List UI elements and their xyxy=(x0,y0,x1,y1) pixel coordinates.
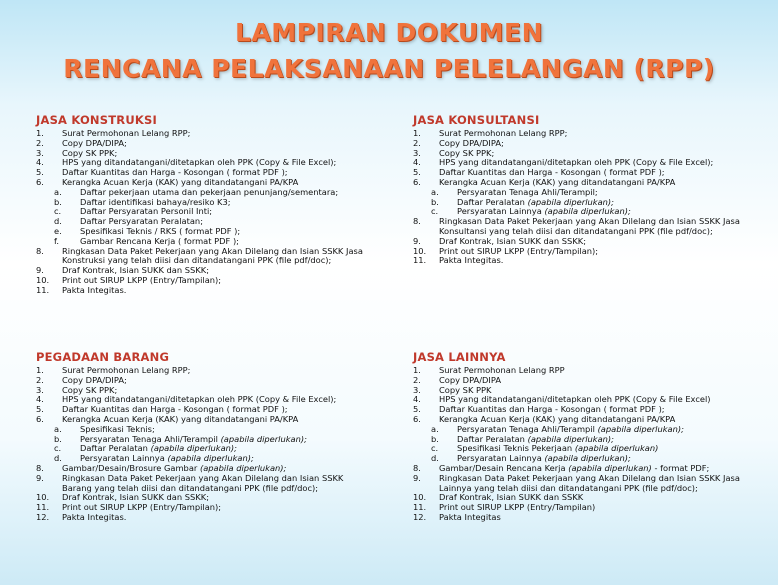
list-item: 3. Copy SK PPK xyxy=(413,384,492,395)
list-item: 10. Print out SIRUP LKPP (Entry/Tampilan); xyxy=(36,274,222,285)
list-item: 8. Gambar/Desain/Brosure Gambar (apabila diperlukan); xyxy=(36,462,287,473)
list-item: 4. HPS yang ditandatangani/ditetapkan oleh PPK (Copy & File Excel) xyxy=(413,394,711,405)
sub-item: c. Spesifikasi Teknis Pekerjaan (apabila diperlukan) xyxy=(431,443,659,454)
list-item: 10. Draf Kontrak, Isian SUKK dan SSKK; xyxy=(36,492,210,503)
section-jasa-konsultansi xyxy=(413,113,773,266)
list-item: 5. Daftar Kuantitas dan Harga - Kosongan ( format PDF ); xyxy=(413,404,665,415)
list-item: 2. Copy DPA/DIPA; xyxy=(36,374,127,385)
section-heading: JASA LAINNYA xyxy=(413,350,506,364)
sub-item: d. Daftar Persyaratan Peralatan; xyxy=(54,216,203,227)
list-item: 11. Pakta Integitas. xyxy=(36,284,127,295)
section-heading: JASA KONSULTANSI xyxy=(413,113,540,127)
list-item: 4. HPS yang ditandatangani/ditetapkan oleh PPK (Copy & File Excel); xyxy=(413,157,714,168)
list-item: 6. Kerangka Acuan Kerja (KAK) yang ditandatangani PA/KPA xyxy=(36,176,299,187)
list-item: 2. Copy DPA/DIPA xyxy=(413,374,501,385)
title-line-1: LAMPIRAN DOKUMEN xyxy=(234,18,544,47)
list-item: 1. Surat Permohonan Lelang RPP; xyxy=(413,128,568,138)
sub-item: b. Daftar identifikasi bahaya/resiko K3; xyxy=(54,196,231,207)
sub-item: e. Spesifikasi Teknis / RKS ( format PDF ); xyxy=(54,225,241,236)
list-item: 2. Copy DPA/DIPA; xyxy=(413,137,504,148)
sub-item: c. Daftar Peralatan (apabila diperlukan); xyxy=(54,443,237,454)
sub-item: c. Daftar Persyaratan Personil Inti; xyxy=(54,206,213,217)
section-heading: JASA KONSTRUKSI xyxy=(36,113,157,127)
list-item: 3. Copy SK PPK; xyxy=(36,384,118,395)
list-item: 11. Pakta Integitas. xyxy=(413,255,504,266)
sub-item: b. Daftar Peralatan (apabila diperlukan); xyxy=(431,433,614,444)
sub-item: a. Persyaratan Tenaga Ahli/Terampil; xyxy=(431,186,598,197)
list-item: 2. Copy DPA/DIPA; xyxy=(36,137,127,148)
list-item: 8. Gambar/Desain Rencana Kerja (apabila diperlukan) - format PDF; xyxy=(413,462,710,473)
list-item: 4. HPS yang ditandatangani/ditetapkan oleh PPK (Copy & File Excel); xyxy=(36,157,337,168)
sub-item: d. Persyaratan Lainnya (apabila diperlukan); xyxy=(54,453,254,464)
list-item-continuation: Lainnya yang telah diisi dan ditandatangani PPK (file pdf/doc); xyxy=(439,482,698,493)
list-item: 10. Draf Kontrak, Isian SUKK dan SSKK xyxy=(413,492,584,503)
sub-item: a. Persyaratan Tenaga Ahli/Terampil (apabila diperlukan); xyxy=(431,423,684,434)
list-item: 3. Copy SK PPK; xyxy=(413,147,495,158)
list-item: 9. Draf Kontrak, Isian SUKK dan SSKK; xyxy=(36,265,210,276)
list-item: 6. Kerangka Acuan Kerja (KAK) yang ditandatangani PA/KPA xyxy=(36,413,299,424)
list-item: 3. Copy SK PPK; xyxy=(36,147,118,158)
sub-item: a. Daftar pekerjaan utama dan pekerjaan penunjang/sementara; xyxy=(54,186,339,197)
list-item: 9. Draf Kontrak, Isian SUKK dan SSKK; xyxy=(413,235,587,246)
list-item: 5. Daftar Kuantitas dan Harga - Kosongan ( format PDF ); xyxy=(413,167,665,178)
list-item: 9. Ringkasan Data Paket Pekerjaan yang Akan Dilelang dan Isian SSKK xyxy=(36,472,344,483)
list-item-continuation: Barang yang telah diisi dan ditandatangani PPK (file pdf/doc); xyxy=(62,482,319,493)
list-item: 5. Daftar Kuantitas dan Harga - Kosongan ( format PDF ); xyxy=(36,404,288,415)
list-item: 10. Print out SIRUP LKPP (Entry/Tampilan); xyxy=(413,245,599,256)
section-jasa-lainnya xyxy=(413,350,773,523)
list-item: 6. Kerangka Acuan Kerja (KAK) yang ditandatangani PA/KPA xyxy=(413,176,676,187)
list-item: 1. Surat Permohonan Lelang RPP; xyxy=(36,128,191,138)
sub-item: d. Persyaratan Lainnya (apabila diperlukan); xyxy=(431,453,631,464)
list-item: 12. Pakta Integitas xyxy=(413,511,501,522)
section-pengadaan-barang xyxy=(36,350,396,523)
list-item-continuation: Konsultansi yang telah diisi dan ditandatangani PPK (file pdf/doc); xyxy=(439,225,713,236)
sub-item: c. Persyaratan Lainnya (apabila diperlukan); xyxy=(431,206,631,217)
list-item: 11. Print out SIRUP LKPP (Entry/Tampilan) xyxy=(413,502,596,513)
list-item: 1. Surat Permohonan Lelang RPP xyxy=(413,365,565,375)
list-item: 6. Kerangka Acuan Kerja (KAK) yang ditandatangani PA/KPA xyxy=(413,413,676,424)
title-line-2: RENCANA PELAKSANAAN PELELANGAN (RPP) xyxy=(63,54,715,83)
list-item: 11. Print out SIRUP LKPP (Entry/Tampilan); xyxy=(36,502,222,513)
section-heading: PEGADAAN BARANG xyxy=(36,350,170,364)
list-item-continuation: Konstruksi yang telah diisi dan ditandatangani PPK (file pdf/doc); xyxy=(62,255,332,266)
list-item: 9. Ringkasan Data Paket Pekerjaan yang Akan Dilelang dan Isian SSKK Jasa xyxy=(413,472,740,483)
sub-item: a. Spesifikasi Teknis; xyxy=(54,423,155,434)
list-item: 8. Ringkasan Data Paket Pekerjaan yang Akan Dilelang dan Isian SSKK Jasa xyxy=(36,245,363,256)
sub-item: b. Persyaratan Tenaga Ahli/Terampil (apabila diperlukan); xyxy=(54,433,307,444)
sub-item: b. Daftar Peralatan (apabila diperlukan); xyxy=(431,196,614,207)
list-item: 1. Surat Permohonan Lelang RPP; xyxy=(36,365,191,375)
section-jasa-konstruksi xyxy=(36,113,396,296)
list-item: 12. Pakta Integitas. xyxy=(36,511,127,522)
list-item: 8. Ringkasan Data Paket Pekerjaan yang Akan Dilelang dan Isian SSKK Jasa xyxy=(413,216,740,227)
list-item: 4. HPS yang ditandatangani/ditetapkan oleh PPK (Copy & File Excel); xyxy=(36,394,337,405)
list-item: 5. Daftar Kuantitas dan Harga - Kosongan ( format PDF ); xyxy=(36,167,288,178)
sub-item: f. Gambar Rencana Kerja ( format PDF ); xyxy=(54,235,239,246)
